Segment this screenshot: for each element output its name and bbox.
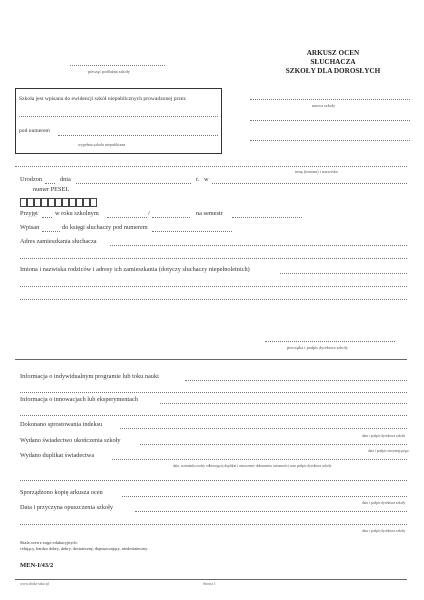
- duplicate-field[interactable]: [112, 459, 407, 460]
- parents-field-line-2[interactable]: [20, 286, 407, 287]
- director-signature-caption: pieczątka i podpis dyrektora szkoły: [287, 345, 348, 350]
- admitted-year-label: w roku szkolnym: [55, 210, 99, 217]
- parents-field[interactable]: [280, 273, 407, 274]
- address-label: Adres zamieszkania słuchacza: [20, 238, 97, 245]
- school-name-line-2[interactable]: [250, 120, 410, 121]
- parents-field-line-3[interactable]: [20, 299, 407, 300]
- pesel-digit-box[interactable]: [41, 198, 48, 207]
- registry-number-line[interactable]: [58, 135, 218, 136]
- student-name-caption: imię (imiona) i nazwisko: [295, 169, 339, 174]
- parents-label: Imiona i nazwiska rodziców i adresy ich zamieszkania (dotyczy słuchaczy niepełnoletnich): [20, 266, 250, 273]
- certificate-label: Wydano świadectwo ukończenia szkoły: [20, 437, 121, 444]
- copy-made-field[interactable]: [122, 496, 407, 497]
- registry-book-number-field[interactable]: [152, 231, 232, 232]
- innovations-field[interactable]: [160, 403, 407, 404]
- index-correction-caption: data i podpis dyrektora szkoły: [362, 434, 406, 438]
- leaving-reason-label: Data i przyczyna opuszczenia szkoły: [20, 504, 114, 511]
- place-label: w: [204, 176, 209, 183]
- pesel-digit-box[interactable]: [48, 198, 55, 207]
- registry-suffix-field[interactable]: [42, 231, 60, 232]
- individual-program-label: Informacja o indywidualnym programie lub toku nauki: [20, 373, 159, 380]
- birth-place-field[interactable]: [212, 183, 407, 184]
- registry-number-label: pod numerem: [19, 128, 50, 134]
- index-correction-field[interactable]: [120, 428, 407, 429]
- form-code: MEN-I/43/2: [20, 562, 54, 569]
- page-number: Strona 1: [203, 582, 216, 586]
- footer-divider: [15, 579, 407, 580]
- form-title-line3: SZKOŁY DLA DOROSŁYCH: [285, 67, 381, 75]
- individual-program-field[interactable]: [185, 380, 407, 381]
- pesel-digit-box[interactable]: [34, 198, 41, 207]
- leaving-reason-caption: data i podpis dyrektora szkoły: [362, 529, 406, 533]
- pesel-label: numer PESEL: [33, 186, 70, 193]
- pesel-digit-box[interactable]: [27, 198, 34, 207]
- day-label: dnia: [60, 176, 71, 183]
- individual-program-field-line-2[interactable]: [20, 392, 407, 393]
- born-label: Urodzon: [20, 176, 43, 183]
- pesel-digit-box[interactable]: [55, 198, 62, 207]
- pesel-digit-box[interactable]: [90, 198, 97, 207]
- pesel-digit-box[interactable]: [62, 198, 69, 207]
- certificate-field[interactable]: [140, 444, 407, 445]
- pesel-digit-box[interactable]: [69, 198, 76, 207]
- innovations-label: Informacja o innowacjach lub eksperymentach: [20, 396, 138, 403]
- year-separator: /: [148, 210, 150, 217]
- certificate-caption: data i podpis otrzymującego: [368, 449, 409, 453]
- grading-scale-values: celujący, bardzo dobry, dobry, dostateczny, dopuszczający, niedostateczny.: [20, 546, 149, 551]
- director-signature-line[interactable]: [265, 341, 395, 342]
- school-name-caption: nazwa szkoły: [312, 103, 336, 108]
- admitted-label: Przyjęt: [20, 210, 38, 217]
- semester-label: na semestr: [196, 210, 223, 217]
- duplicate-label: Wydano duplikat świadectwa: [20, 452, 95, 459]
- grading-scale-title: Skala ocen z zajęć edukacyjnych:: [20, 540, 78, 545]
- admitted-year-end-field[interactable]: [152, 217, 190, 218]
- leaving-reason-field[interactable]: [135, 511, 407, 512]
- form-title-line1: ARKUSZ OCEN: [306, 49, 360, 57]
- website-link[interactable]: www.druki-szko.pl: [20, 582, 50, 586]
- pesel-digit-box[interactable]: [76, 198, 83, 207]
- pesel-digit-box[interactable]: [20, 198, 27, 207]
- index-correction-label: Dokonano sprostowania indeksu: [20, 421, 103, 428]
- leaving-reason-field-line-2[interactable]: [20, 524, 407, 525]
- born-suffix-field[interactable]: [45, 183, 55, 184]
- duplicate-field-line-2[interactable]: [20, 480, 407, 481]
- duplicate-caption: data, wzmianka osoby odbierającej duplikat i oznaczenie dokumentu tożsamości oraz podpis dyrektora szkoły: [173, 464, 332, 468]
- student-name-line[interactable]: [15, 166, 407, 167]
- address-field[interactable]: [110, 245, 407, 246]
- registry-box-caption: wypełnia szkoła niepubliczna: [78, 142, 126, 147]
- admitted-suffix-field[interactable]: [42, 217, 52, 218]
- registry-book-label: do księgi słuchaczy pod numerem: [62, 224, 148, 231]
- form-title-line2: SŁUCHACZA: [310, 58, 356, 66]
- copy-made-caption: data i podpis dyrektora szkoły: [362, 501, 406, 505]
- copy-made-label: Sporządzono kopię arkusza ocen: [20, 489, 103, 496]
- pesel-digit-box[interactable]: [83, 198, 90, 207]
- address-field-line-2[interactable]: [20, 258, 407, 259]
- stamp-line[interactable]: [70, 65, 165, 66]
- birth-date-field[interactable]: [76, 183, 191, 184]
- admitted-year-start-field[interactable]: [107, 217, 147, 218]
- stamp-caption: pieczęć podłużna szkoły: [88, 69, 130, 74]
- year-suffix-label: r.: [196, 176, 200, 183]
- school-name-line-3[interactable]: [250, 140, 410, 141]
- innovations-field-line-2[interactable]: [20, 415, 407, 416]
- registry-box-text: Szkoła jest wpisana do ewidencji szkół niepublicznych prowadzonej przez: [19, 96, 186, 102]
- school-name-line[interactable]: [250, 99, 410, 100]
- section-divider: [15, 359, 407, 360]
- registry-box-line[interactable]: [19, 116, 218, 117]
- registry-label: Wpisan: [20, 224, 40, 231]
- semester-field[interactable]: [232, 217, 302, 218]
